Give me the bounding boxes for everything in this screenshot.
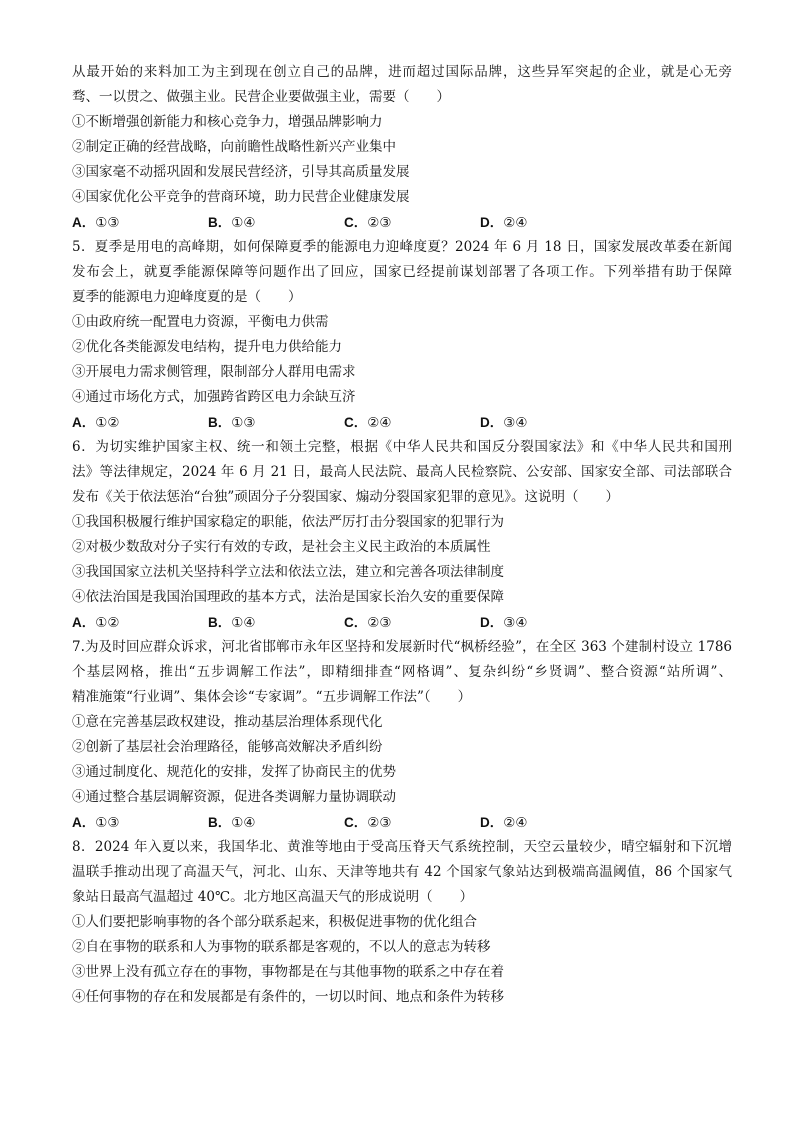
question-8-stem-line-1: 8．2024 年入夏以来，我国华北、黄淮等地由于受高压脊天气系统控制，天空云量较少，晴空辐射和下沉增 [72, 839, 732, 855]
question-4-stem-line-1: 从最开始的来料加工为主到现在创立自己的品牌，进而超过国际品牌，这些异军突起的企业，就是心无旁 [72, 64, 732, 80]
question-8 [72, 835, 732, 1010]
question-5-option-2: ②优化各类能源发电结构，提升电力供给能力 [72, 339, 342, 355]
choice-b: B．①④ [208, 215, 256, 231]
question-7-stem-line-2: 个基层网格，推出“五步调解工作法”，即精细排查“网格调”、复杂纠纷“乡贤调”、整合资源“站所调”、 [72, 664, 732, 680]
question-4-option-1: ①不断增强创新能力和核心竞争力，增强品牌影响力 [72, 114, 383, 130]
question-5 [72, 235, 732, 435]
choice-a: A．①② [72, 615, 120, 631]
question-5-option-4: ④通过市场化方式，加强跨省跨区电力余缺互济 [72, 389, 356, 405]
question-5-stem-line-2: 发布会上，就夏季能源保障等问题作出了回应，国家已经提前谋划部署了各项工作。下列举措有助于保障 [72, 264, 732, 280]
question-6-stem-line-1: 6．为切实维护国家主权、统一和领土完整，根据《中华人民共和国反分裂国家法》和《中华人民共和国刑 [72, 439, 732, 455]
question-8-option-3: ③世界上没有孤立存在的事物，事物都是在与其他事物的联系之中存在着 [72, 964, 504, 980]
question-6-option-4: ④依法治国是我国治国理政的基本方式，法治是国家长治久安的重要保障 [72, 589, 504, 605]
choice-c: C．②③ [344, 815, 392, 831]
question-5-option-3: ③开展电力需求侧管理，限制部分人群用电需求 [72, 364, 356, 380]
choice-c: C．②④ [344, 415, 392, 431]
choice-d: D．②④ [480, 215, 528, 231]
question-4 [72, 60, 732, 235]
choice-a: A．①③ [72, 215, 120, 231]
question-8-option-1: ①人们要把影响事物的各个部分联系起来，积极促进事物的优化组合 [72, 914, 477, 930]
question-7-stem-line-1: 7.为及时回应群众诉求，河北省邯郸市永年区坚持和发展新时代“枫桥经验”，在全区 363 个建制村设立 1786 [72, 639, 732, 655]
question-6-option-1: ①我国积极履行维护国家稳定的职能，依法严厉打击分裂国家的犯罪行为 [72, 514, 504, 530]
question-6-option-2: ②对极少数敌对分子实行有效的专政，是社会主义民主政治的本质属性 [72, 539, 491, 555]
question-4-answer-choices [72, 210, 732, 235]
question-4-option-3: ③国家毫不动摇巩固和发展民营经济，引导其高质量发展 [72, 164, 410, 180]
question-6-stem-line-3: 发布《关于依法惩治“台独”顽固分子分裂国家、煽动分裂国家犯罪的意见》。这说明（ ） [72, 489, 620, 505]
choice-d: D．③④ [480, 615, 528, 631]
question-5-answer-choices [72, 410, 732, 435]
question-6 [72, 435, 732, 635]
question-6-option-3: ③我国国家立法机关坚持科学立法和依法立法，建立和完善各项法律制度 [72, 564, 504, 580]
choice-b: B．①④ [208, 615, 256, 631]
question-8-stem-line-2: 温联手推动出现了高温天气，河北、山东、天津等地共有 42 个国家气象站达到极端高温阈值，86 个国家气 [72, 864, 732, 880]
question-7-option-2: ②创新了基层社会治理路径，能够高效解决矛盾纠纷 [72, 739, 383, 755]
question-4-option-2: ②制定正确的经营战略，向前瞻性战略性新兴产业集中 [72, 139, 396, 155]
question-6-stem-line-2: 法》等法律规定，2024 年 6 月 21 日，最高人民法院、最高人民检察院、公安部、国家安全部、司法部联合 [72, 464, 732, 480]
choice-a: A．①② [72, 415, 120, 431]
choice-b: B．①③ [208, 415, 256, 431]
question-4-stem-line-2: 骛、一以贯之、做强主业。民营企业要做强主业，需要（ ） [72, 89, 450, 105]
choice-a: A．①③ [72, 815, 120, 831]
choice-b: B．①④ [208, 815, 256, 831]
question-5-stem-line-3: 夏季的能源电力迎峰度夏的是（ ） [72, 289, 302, 305]
exam-document [72, 60, 732, 1010]
question-7-option-1: ①意在完善基层政权建设，推动基层治理体系现代化 [72, 714, 383, 730]
question-8-option-4: ④任何事物的存在和发展都是有条件的，一切以时间、地点和条件为转移 [72, 989, 504, 1005]
question-6-answer-choices [72, 610, 732, 635]
choice-d: D．③④ [480, 415, 528, 431]
question-7-answer-choices [72, 810, 732, 835]
question-7-option-4: ④通过整合基层调解资源，促进各类调解力量协调联动 [72, 789, 396, 805]
question-5-stem-line-1: 5．夏季是用电的高峰期，如何保障夏季的能源电力迎峰度夏？2024 年 6 月 18 日，国家发展改革委在新闻 [72, 239, 732, 255]
choice-c: C．②③ [344, 215, 392, 231]
question-7-stem-line-3: 精准施策“行业调”、集体会诊“专家调”。“五步调解工作法”（ ） [72, 689, 472, 705]
question-8-option-2: ②自在事物的联系和人为事物的联系都是客观的，不以人的意志为转移 [72, 939, 491, 955]
choice-c: C．②③ [344, 615, 392, 631]
question-7 [72, 635, 732, 835]
question-4-option-4: ④国家优化公平竞争的营商环境，助力民营企业健康发展 [72, 189, 410, 205]
question-7-option-3: ③通过制度化、规范化的安排，发挥了协商民主的优势 [72, 764, 396, 780]
choice-d: D．②④ [480, 815, 528, 831]
question-5-option-1: ①由政府统一配置电力资源，平衡电力供需 [72, 314, 329, 330]
question-8-stem-line-3: 象站日最高气温超过 40℃。北方地区高温天气的形成说明（ ） [72, 889, 474, 905]
